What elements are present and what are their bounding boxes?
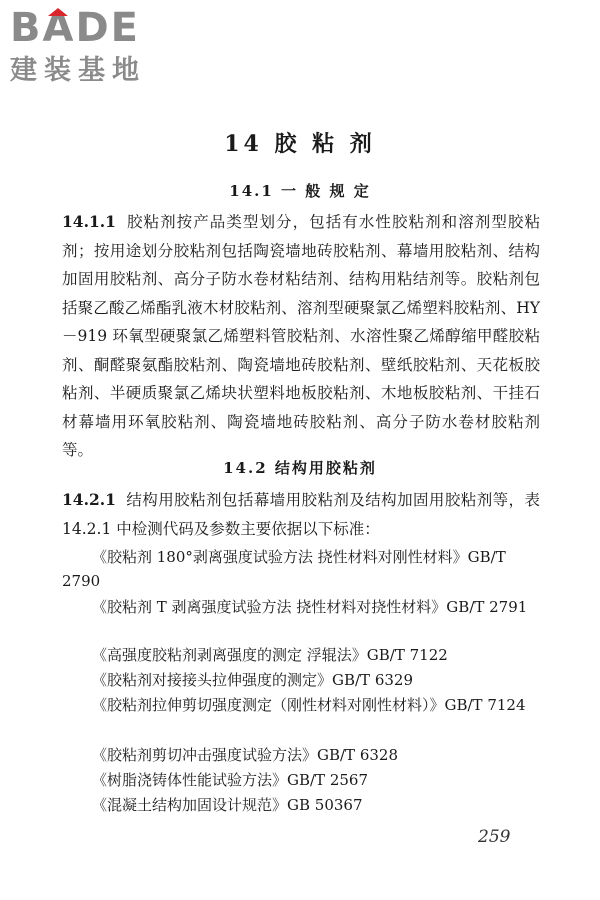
- clause-text: 结构用胶粘剂包括幕墙用胶粘剂及结构加固用胶粘剂等，表 14.2.1 中检测代码及参数主要依据以下标准：: [62, 491, 540, 538]
- clause-text: 胶粘剂按产品类型划分，包括有水性胶粘剂和溶剂型胶粘剂；按用途划分胶粘剂包括陶瓷墙地砖胶粘剂、幕墙用胶粘剂、结构加固用胶粘剂、高分子防水卷材粘结剂、结构用粘结剂等。胶粘剂包括聚乙酸乙烯酯乳液木材胶粘剂、溶剂型硬聚氯乙烯塑料胶粘剂、HY－919 环氧型硬聚氯乙烯塑料管胶粘剂、水溶性聚乙烯醇缩甲醛胶粘剂、酮醛聚氨酯胶粘剂、陶瓷墙地砖胶粘剂、壁纸胶粘剂、天花板胶粘剂、半硬质聚氯乙烯块状塑料地板胶粘剂、木地板胶粘剂、干挂石材幕墙用环氧胶粘剂、陶瓷墙地砖胶粘剂、高分子防水卷材胶粘剂等。: [62, 213, 540, 459]
- section-title-14-2: 14.2 结构用胶粘剂: [223, 459, 377, 477]
- reference-item: 《树脂浇铸体性能试验方法》GB/T 2567: [92, 771, 369, 789]
- section-title-14-1: 14.1 一 般 规 定: [229, 182, 371, 200]
- reference-item: 《胶粘剂 180°剥离强度试验方法 挠性材料对刚性材料》GB/T 2790: [62, 548, 506, 590]
- clause-14-1-1: [62, 208, 540, 465]
- logo-subtitle: 建装基地: [10, 55, 146, 86]
- clause-number: 14.2.1: [62, 490, 116, 509]
- reference-item: 《高强度胶粘剂剥离强度的测定 浮辊法》GB/T 7122: [92, 646, 448, 664]
- reference-item: 《胶粘剂拉伸剪切强度测定（刚性材料对刚性材料）》GB/T 7124: [92, 696, 526, 714]
- clause-number: 14.1.1: [62, 212, 116, 231]
- page-number: 259: [478, 827, 511, 847]
- clause-14-2-1: [62, 486, 540, 543]
- reference-item: 《胶粘剂剪切冲击强度试验方法》GB/T 6328: [92, 746, 399, 764]
- chapter-title: 14 胶 粘 剂: [224, 131, 376, 157]
- logo-accent-triangle: [48, 8, 68, 16]
- logo-wordmark: [10, 6, 175, 50]
- reference-item: 《胶粘剂对接接头拉伸强度的测定》GB/T 6329: [92, 671, 414, 689]
- reference-item: 《混凝土结构加固设计规范》GB 50367: [92, 796, 363, 814]
- logo-text: BADE: [10, 5, 140, 51]
- bade-logo: [10, 6, 175, 88]
- reference-item: 《胶粘剂 T 剥离强度试验方法 挠性材料对挠性材料》GB/T 2791: [92, 598, 528, 616]
